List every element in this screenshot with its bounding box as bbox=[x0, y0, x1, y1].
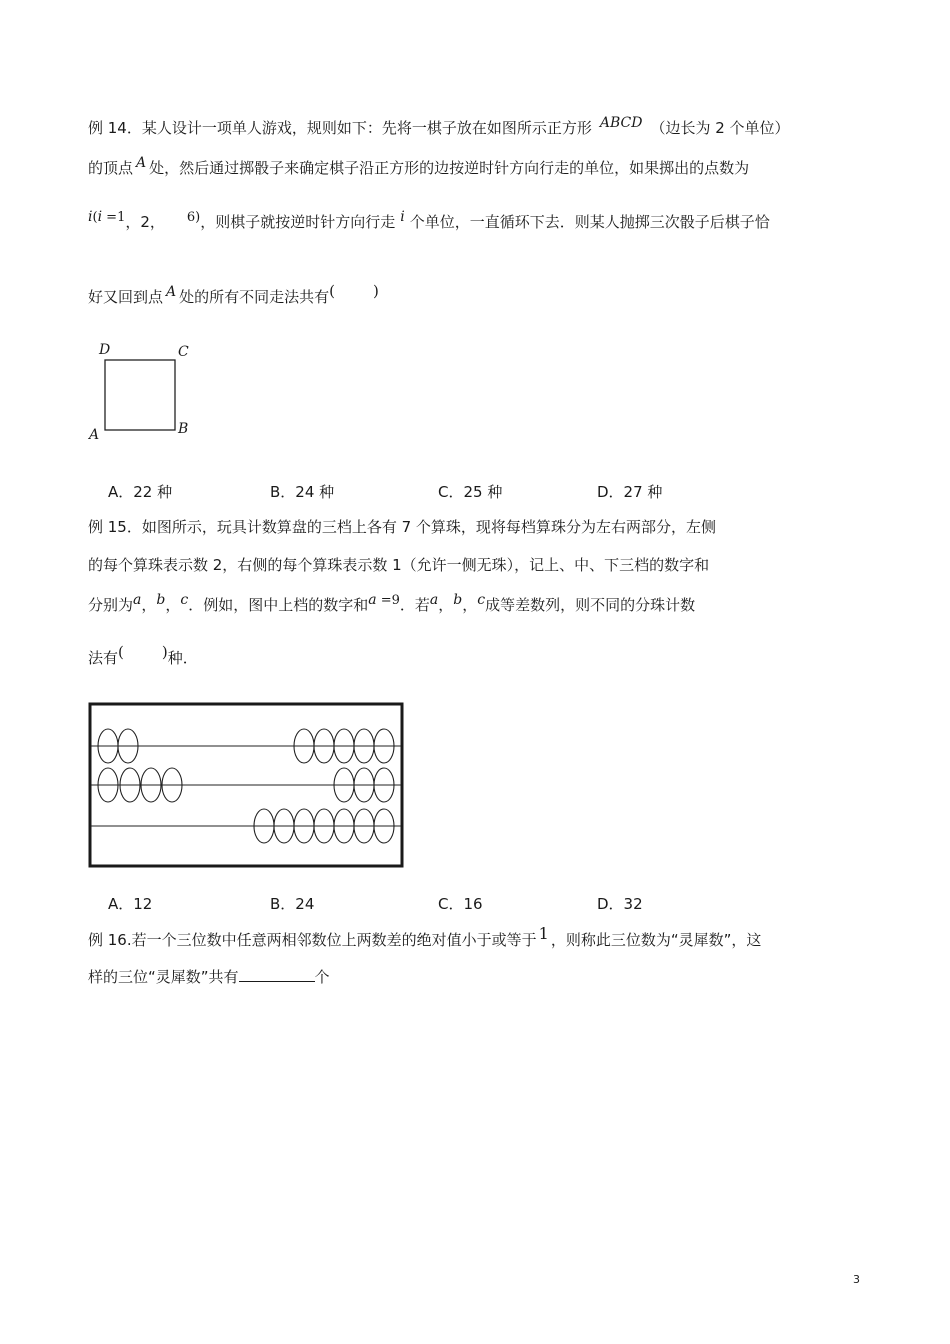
q15-text: ， bbox=[141, 596, 157, 614]
number-one: 1 bbox=[538, 924, 549, 943]
q15-text: 分别为 bbox=[88, 596, 134, 614]
answer-paren-close: ) bbox=[373, 282, 379, 300]
paren: ( bbox=[92, 210, 98, 225]
option-d[interactable]: D．27 种 bbox=[597, 483, 663, 501]
q16-text: ，则称此三位数为“灵犀数”，这 bbox=[550, 931, 762, 949]
var-i: i bbox=[400, 209, 405, 225]
q14-text: 处的所有不同走法共有 bbox=[179, 288, 330, 306]
q14-text: ，则棋子就按逆时针方向行走 bbox=[200, 213, 396, 231]
q15-line-1 bbox=[88, 517, 716, 537]
q14-text: 个单位，一直循环下去．则某人抛掷三次骰子后棋子恰 bbox=[409, 213, 770, 231]
q15-text: 的每个算珠表示数 2，右侧的每个算珠表示数 1（允许一侧无珠），记上、中、下三档的数字和 bbox=[88, 556, 710, 574]
q16-line-2 bbox=[88, 967, 330, 987]
var-c: c bbox=[477, 592, 486, 608]
q14-text: ，2， bbox=[125, 213, 165, 231]
option-d[interactable]: D．32 bbox=[597, 895, 643, 913]
point-label: A bbox=[136, 155, 147, 171]
square-figure bbox=[85, 338, 205, 448]
var-a: a bbox=[133, 592, 142, 608]
vertex-c: C bbox=[178, 344, 189, 360]
vertex-d: D bbox=[99, 342, 111, 358]
vertex-b: B bbox=[178, 421, 189, 437]
var-b: b bbox=[453, 592, 463, 608]
var-i: i bbox=[88, 209, 93, 225]
answer-paren-close: ) bbox=[161, 643, 168, 661]
q15-text: ， bbox=[462, 596, 478, 614]
q14-text: 处，然后通过掷骰子来确定棋子沿正方形的边按逆时针方向行走的单位，如果掷出的点数为 bbox=[149, 159, 750, 177]
answer-paren-open: ( bbox=[329, 282, 336, 300]
square-label: ABCD bbox=[599, 115, 643, 131]
option-b[interactable]: B．24 bbox=[270, 895, 315, 913]
q15-text: ．若 bbox=[399, 596, 430, 614]
q14-line-2 bbox=[88, 155, 750, 179]
q15-text: ， bbox=[438, 596, 454, 614]
q15-text: 成等差数列，则不同的分珠计数 bbox=[485, 596, 696, 614]
q16-line-1 bbox=[88, 924, 762, 950]
page-number: 3 bbox=[853, 1273, 860, 1286]
point-label: A bbox=[166, 284, 177, 300]
q16-text: 样的三位“灵犀数”共有 bbox=[88, 968, 239, 986]
var-a: a bbox=[429, 592, 439, 608]
vertex-a: A bbox=[89, 427, 100, 443]
answer-blank[interactable] bbox=[239, 967, 315, 982]
q16-text: 例 16.若一个三位数中任意两相邻数位上两数差的绝对值小于或等于 bbox=[88, 931, 537, 949]
var-b: b bbox=[156, 592, 166, 608]
q14-line-3 bbox=[88, 209, 770, 234]
option-a[interactable]: A．22 种 bbox=[108, 483, 173, 501]
square-abcd bbox=[105, 360, 175, 430]
q16-text: 个 bbox=[314, 968, 330, 986]
q14-line-4 bbox=[88, 282, 379, 308]
var-c: c bbox=[180, 592, 189, 608]
q15-text: ．例如，图中上档的数字和 bbox=[188, 596, 369, 614]
q14-text: 的顶点 bbox=[88, 159, 134, 177]
q14-text: 好又回到点 bbox=[88, 288, 164, 306]
q15-text: 种． bbox=[167, 649, 198, 667]
option-c[interactable]: C．25 种 bbox=[438, 483, 503, 501]
option-b[interactable]: B．24 种 bbox=[270, 483, 335, 501]
var-a: a bbox=[368, 592, 377, 608]
answer-paren-open: ( bbox=[118, 643, 124, 661]
equals-one: =1 bbox=[102, 210, 126, 225]
q15-line-3 bbox=[88, 592, 696, 617]
q14-line-1 bbox=[88, 115, 790, 139]
equals-nine: =9 bbox=[376, 593, 400, 608]
q15-line-2 bbox=[88, 555, 709, 575]
q15-line-4 bbox=[88, 643, 198, 668]
q15-text: 例 15．如图所示，玩具计数算盘的三档上各有 7 个算珠，现将每档算珠分为左右两部分，左侧 bbox=[88, 518, 716, 536]
six: 6) bbox=[186, 210, 201, 225]
q15-text: 法有 bbox=[88, 649, 119, 667]
q15-text: ， bbox=[165, 596, 181, 614]
option-a[interactable]: A．12 bbox=[108, 895, 153, 913]
q14-text: （边长为 2 个单位） bbox=[650, 119, 790, 137]
abacus-figure bbox=[88, 702, 406, 868]
q14-text: 例 14．某人设计一项单人游戏，规则如下：先将一棋子放在如图所示正方形 bbox=[88, 119, 592, 137]
option-c[interactable]: C．16 bbox=[438, 895, 483, 913]
var-i: i bbox=[97, 209, 103, 225]
